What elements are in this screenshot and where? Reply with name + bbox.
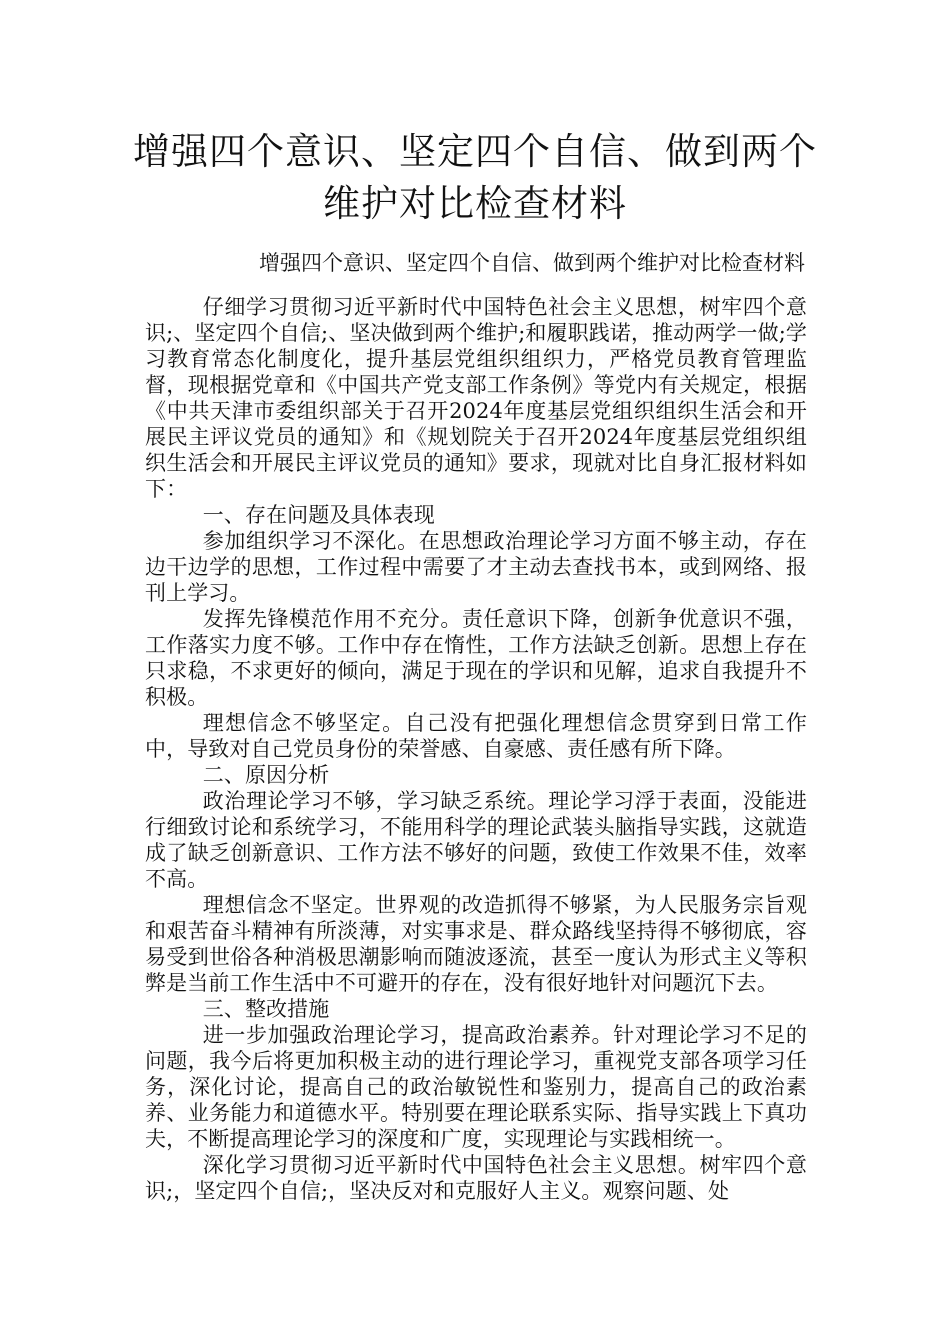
paragraph-cause-1: 政治理论学习不够，学习缺乏系统。理论学习浮于表面，没能进行细致讨论和系统学习，不能用科学的理论武装头脑指导实践，这就造成了缺乏创新意识、工作方法不够好的问题，致使工作效果不佳，效率不高。: [145, 789, 807, 891]
paragraph-intro: 仔细学习贯彻习近平新时代中国特色社会主义思想，树牢四个意识;、坚定四个自信;、坚决做到两个维护;和履职践诺，推动两学一做;学习教育常态化制度化，提升基层党组织组织力，严格党员教育管理监督，现根据党章和《中国共产党支部工作条例》等党内有关规定，根据《中共天津市委组织部关于召开2024年度基层党组织组织生活会和开展民主评议党员的通知》和《规划院关于召开2024年度基层党组织组织生活会和开展民主评议党员的通知》要求，现就对比自身汇报材料如下：: [145, 295, 807, 501]
paragraph-problem-1: 参加组织学习不深化。在思想政治理论学习方面不够主动，存在边干边学的思想，工作过程中需要了才主动去查找书本，或到网络、报刊上学习。: [145, 529, 807, 605]
section-heading-causes: 二、原因分析: [202, 763, 330, 787]
paragraph-measure-2: 深化学习贯彻习近平新时代中国特色社会主义思想。树牢四个意识;，坚定四个自信;，坚决反对和克服好人主义。观察问题、处: [145, 1153, 807, 1203]
section-heading-measures: 三、整改措施: [202, 997, 330, 1021]
document-body: [145, 294, 807, 1204]
document-subtitle: 增强四个意识、坚定四个自信、做到两个维护对比检查材料: [259, 251, 805, 275]
paragraph-problem-3: 理想信念不够坚定。自己没有把强化理想信念贯穿到日常工作中，导致对自己党员身份的荣誉感、自豪感、责任感有所下降。: [145, 711, 807, 761]
paragraph-measure-1: 进一步加强政治理论学习，提高政治素养。针对理论学习不足的问题，我今后将更加积极主动的进行理论学习，重视党支部各项学习任务，深化讨论，提高自己的政治敏锐性和鉴别力，提高自己的政治素养、业务能力和道德水平。特别要在理论联系实际、指导实践上下真功夫，不断提高理论学习的深度和广度，实现理论与实践相统一。: [145, 1023, 807, 1151]
paragraph-cause-2: 理想信念不坚定。世界观的改造抓得不够紧，为人民服务宗旨观和艰苦奋斗精神有所淡薄，对实事求是、群众路线坚持得不够彻底，容易受到世俗各种消极思潮影响而随波逐流，甚至一度认为形式主义等积弊是当前工作生活中不可避开的存在，没有很好地针对问题沉下去。: [145, 893, 807, 995]
document-title: 增强四个意识、坚定四个自信、做到两个维护对比检查材料: [133, 130, 817, 225]
section-heading-problems: 一、存在问题及具体表现: [202, 503, 435, 527]
paragraph-problem-2: 发挥先锋模范作用不充分。责任意识下降，创新争优意识不强，工作落实力度不够。工作中存在惰性，工作方法缺乏创新。思想上存在只求稳，不求更好的倾向，满足于现在的学识和见解，追求自我提升不积极。: [145, 607, 807, 709]
